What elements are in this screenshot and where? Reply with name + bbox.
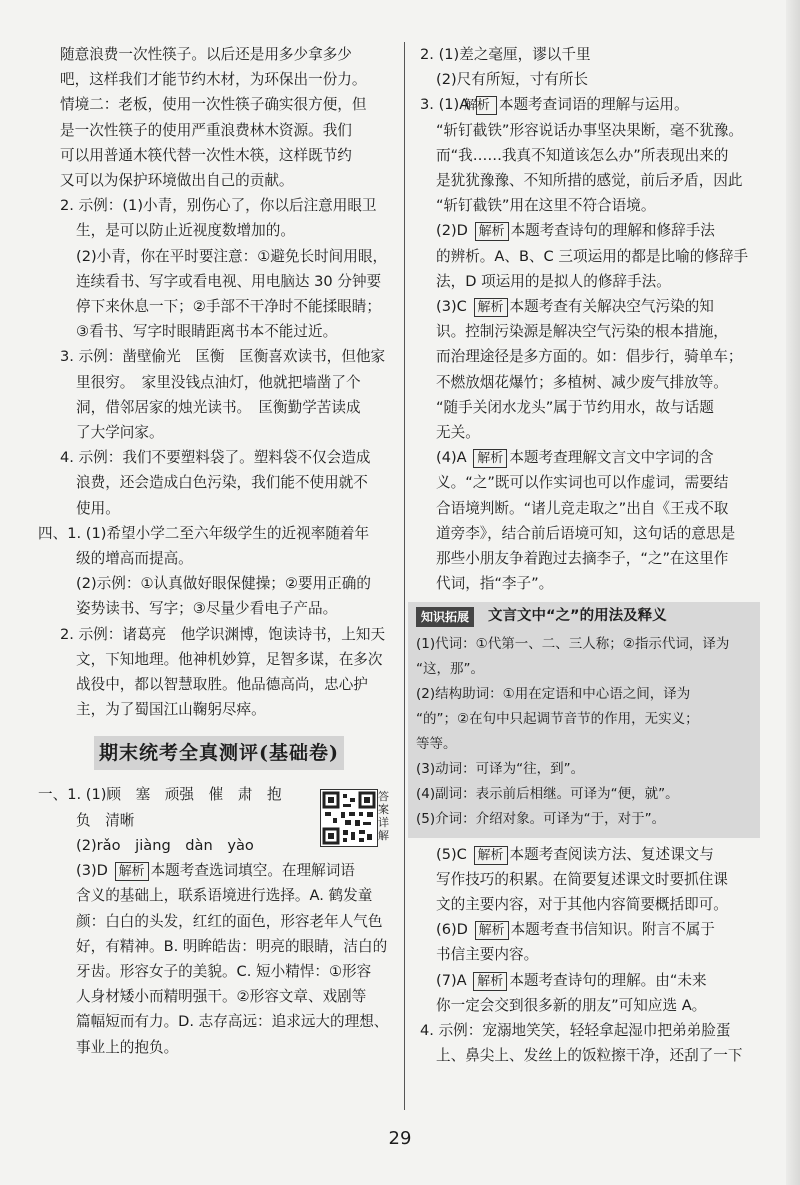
qr-code-icon[interactable] [320,789,378,847]
answer-3-line: 无关。 [436,424,480,442]
text-line: 可以用普通木筷代替一次性木筷，这样既节约 [60,146,352,164]
answer-4-line: 4. 示例：宠溺地笑笑，轻轻拿起湿巾把弟弟脸蛋 [420,1022,731,1040]
answer-choice: (5)C [436,845,467,863]
column-divider [404,42,405,1110]
extension-line: (2)结构助词：①用在定语和中心语之间，译为 [416,685,691,702]
answer-2-line: (2)尺有所短，寸有所长 [436,71,589,89]
extension-line: (4)副词：表示前后相继。可译为“便，就”。 [416,785,679,802]
answer-3-line: “随手关闭水龙头”属于节约用水，故与话题 [436,398,714,416]
section-1-line [60,858,395,883]
answer-text: 本题考查有关解决空气污染的知 [509,298,714,316]
answer-3-line: 不燃放烟花爆竹；多植树、减少废气排放等。 [436,373,728,391]
answer-2-line: 2. 示例：(1)小青，别伤心了，你以后注意用眼卫 [60,197,377,215]
text-line: 是一次性筷子的使用严重浪费林木资源。我们 [60,121,352,139]
section-4-line: 2. 示例：诸葛亮 他学识渊博，饱读诗书，上知天 [60,625,386,643]
section-1-line: 牙齿。形容女子的美貌。C. 短小精悍：①形容 [76,962,372,980]
answer-3-line [420,842,760,867]
answer-3-line [420,294,760,319]
knowledge-extension-title: 文言文中“之”的用法及释义 [488,608,667,625]
answer-3-line: 代词，指“李子”。 [436,575,554,593]
section-1-line: 一、1. (1)顾 塞 顽强 催 肃 抱 [38,786,282,804]
section-4-line: 文，下知地理。他神机妙算，足智多谋，在多次 [76,650,383,668]
section-1-line: 事业上的抱负。 [76,1038,179,1056]
answer-3-line: 道旁李》，结合前后语境可知，这句话的意思是 [436,524,736,542]
extension-line: (3)动词：可译为“往，到”。 [416,760,585,777]
text-line: 吧，这样我们才能节约木材，为环保出一份力。 [60,71,367,89]
answer-2-line: 生，是可以防止近视度数增加的。 [76,222,295,240]
section-4-line: (2)示例：①认真做好眼保健操；②要用正确的 [76,575,371,593]
analysis-tag: 解析 [475,222,509,241]
section-1-line: 含义的基础上，联系语境进行选择。A. 鹤发童 [76,887,373,905]
section-4-line: 四、1. (1)希望小学二至六年级学生的近视率随着年 [38,524,370,542]
extension-line: (1)代词：①代第一、二、三人称；②指示代词，译为 [416,635,730,652]
section-4-line: 主，为了蜀国江山鞠躬尽瘁。 [76,701,266,719]
exam-section-title: 期末统考全真测评(基础卷) [94,736,344,770]
section-4-line: 级的增高而提高。 [76,550,193,568]
answer-text: 本题考查理解文言文中字词的含 [509,449,714,467]
answer-3-line: 你一定会交到很多新的朋友”可知应选 A。 [436,996,707,1014]
answer-3-line: 写作技巧的积累。在简要复述课文时要抓住课 [436,870,728,888]
answer-text: 本题考查诗句的理解。由“未来 [509,971,707,989]
answer-3-line: 了大学问家。 [76,424,164,442]
answer-3-line: 文的主要内容，对于其他内容简要概括即可。 [436,896,728,914]
answer-3-line [420,445,760,470]
answer-3-line: “斩钉截铁”形容说话办事坚决果断，毫不犹豫。 [436,121,743,139]
answer-text: 本题考查诗句的理解和修辞手法 [510,222,715,240]
answer-4-line: 使用。 [76,499,120,517]
answer-3-line: “斩钉截铁”用在这里不符合语境。 [436,197,656,215]
section-1-line: 好，有精神。B. 明眸皓齿：明亮的眼睛，洁白的 [76,937,388,955]
answer-3-line: 3. 示例：凿壁偷光 匡衡 匡衡喜欢读书，但他家 [60,348,386,366]
text-line: 随意浪费一次性筷子。以后还是用多少拿多少 [60,46,352,63]
extension-line: 等等。 [416,735,457,752]
answer-4-line: 浪费，还会造成白色污染，我们能不使用就不 [76,474,368,492]
answer-choice: (2)D [436,222,468,240]
section-1-block [38,782,395,858]
answer-3-line: 的辨析。A、B、C 三项运用的都是比喻的修辞手 [436,247,749,265]
answer-text: 本题考查阅读方法、复述课文与 [509,845,714,863]
answer-2-line: 停下来休息一下；②手部不干净时不能揉眼睛； [76,298,381,316]
analysis-tag: 解析 [474,298,508,317]
page-edge-shadow [786,0,800,1185]
answer-3-line: 书信主要内容。 [436,946,539,964]
analysis-tag: 解析 [115,862,149,881]
answer-3-line: 法，D 项运用的是拟人的修辞手法。 [436,272,671,290]
answer-2-line: 2. (1)差之毫厘，谬以千里 [420,46,591,63]
analysis-tag: 解析 [476,96,497,115]
answer-4-line: 上、鼻尖上、发丝上的饭粒擦干净，还刮了一下 [436,1047,743,1065]
answer-3-line [420,968,760,993]
knowledge-extension-header [416,604,752,629]
text-line: 情境二：老板，使用一次性筷子确实很方便，但 [60,96,367,114]
answer-3-line [420,917,760,942]
answer-3-line [420,218,760,243]
answer-3-line: 而治理途径是多方面的。如：倡步行，骑单车； [436,348,743,366]
analysis-tag: 解析 [474,846,508,865]
answer-3-line: 是犹犹豫豫、不知所措的感觉，前后矛盾，因此 [436,172,743,190]
extension-line: (5)介词：介绍对象。可译为“于，对于”。 [416,810,666,827]
answer-3-line: 合语境判断。“诸儿竞走取之”出自《王戎不取 [436,499,729,517]
answer-2-line: 连续看书、写字或看电视、用电脑达 30 分钟要 [76,272,382,290]
answer-choice: 3. (1)A [420,96,470,114]
analysis-tag: 解析 [473,449,507,468]
answer-2-line: (2)小青，你在平时要注意：①避免长时间用眼， [76,247,388,265]
knowledge-extension-tag: 知识拓展 [416,607,474,627]
answer-choice: (3)D [76,862,108,880]
answer-2-line: ③看书、写字时眼睛距离书本不能过近。 [76,323,338,341]
section-4-line: 战役中，都以智慧取胜。他品德高尚，忠心护 [76,676,368,694]
analysis-tag: 解析 [475,921,509,940]
answer-3-line: 义。“之”既可以作实词也可以作虚词，需要结 [436,474,729,492]
text-line: 又可以为保护环境做出自己的贡献。 [60,172,294,190]
page-number: 29 [388,1128,412,1149]
analysis-tag: 解析 [473,972,507,991]
answer-3-line: 里很穷。 家里没钱点油灯，他就把墙凿了个 [76,373,361,391]
answer-3-line: 洞，借邻居家的烛光读书。 匡衡勤学苦读成 [76,398,361,416]
knowledge-extension-box [408,602,760,837]
extension-line: “这，那”。 [416,660,484,677]
answer-choice: (6)D [436,921,468,939]
extension-line: “的”；②在句中只起调节音节的作用，无实义； [416,710,699,727]
answer-text: 本题考查词语的理解与运用。 [498,96,689,114]
pinyin-line: (2)rǎo jiàng dàn yào [76,836,254,854]
section-4-line: 姿势读书、写字；③尽量少看电子产品。 [76,600,338,618]
answer-3-line: 而“我……我真不知道该怎么办”所表现出来的 [436,146,729,164]
answer-choice: (7)A [436,971,467,989]
section-1-line: 篇幅短而有力。D. 志存高远：追求远大的理想、 [76,1013,389,1031]
section-1-line: 人身材矮小而精明强干。②形容文章、戏剧等 [76,988,367,1006]
answer-text: 本题考查书信知识。附言不属于 [510,921,715,939]
answer-3-line: 那些小朋友争着跑过去摘李子，“之”在这里作 [436,550,729,568]
left-column [38,42,395,1060]
section-1-line: 颜：白白的头发，红红的面色，形容老年人气色 [76,912,383,930]
qr-label: 答案详解 [378,790,389,843]
section-1-line: 负 清晰 [76,811,135,829]
answer-choice: (4)A [436,449,467,467]
right-column [416,42,760,1069]
answer-text: 本题考查选词填空。在理解词语 [150,862,355,880]
answer-3-line: 识。控制污染源是解决空气污染的根本措施， [436,323,728,341]
answer-3-line [420,92,760,117]
answer-4-line: 4. 示例：我们不要塑料袋了。塑料袋不仅会造成 [60,449,371,467]
answer-choice: (3)C [436,298,467,316]
